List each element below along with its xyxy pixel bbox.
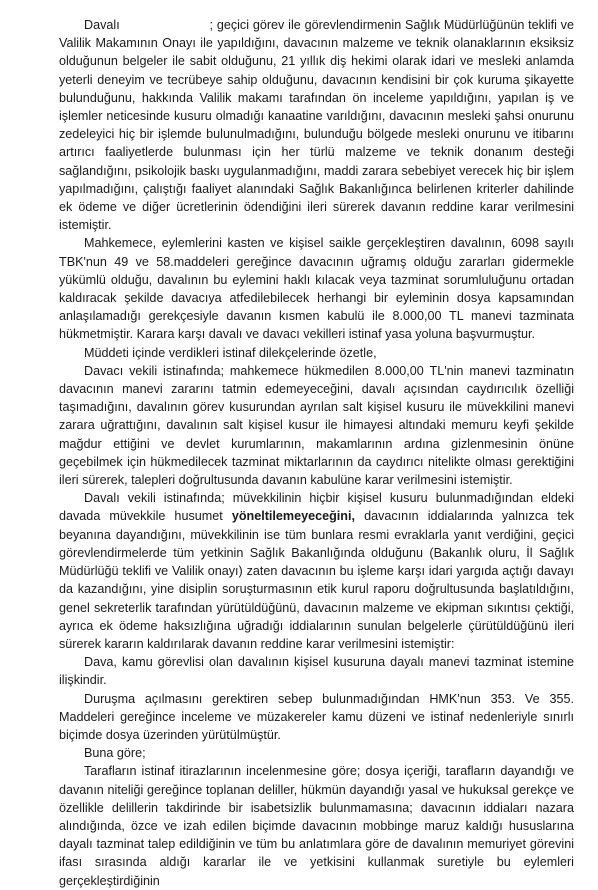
paragraph-text: Davacı vekili istinafında; mahkemece hükmedilen 8.000,00 TL'nin manevi tazminatın davacının manevi zararını tatmin edemeyeceğini, davalı açısından caydırıcılık özelliği taşımadığını, davalının görev kusurundan ayrılan salt kişisel kusuru ile müvekkilini manevi zarara uğrattığını, davalının salt kişisel kusur ile himayesi altındaki memuru keyfi şekilde mağdur ettiğini ve devlet kurumlarının, makamlarının ardına gizlenmesinin önüne geçebilmek için hükmedilecek tazminat miktarlarının da caydırıcı nitelikte olması gerektiğini ileri sürerek, talepleri doğrultusunda davanın kabulüne karar verilmesini istemiştir. bbox=[59, 363, 574, 488]
paragraph-p7 bbox=[59, 690, 574, 745]
paragraph-text: Duruşma açılmasını gerektiren sebep bulunmadığından HMK'nun 353. Ve 355. Maddeleri gereğince inceleme ve müzakereler kamu düzeni ve istinaf nedenleriyle sınırlı biçimde dosya üzerinden yürütülmüştür. bbox=[59, 691, 574, 742]
paragraph-p9 bbox=[59, 762, 574, 889]
redacted-name bbox=[124, 19, 210, 32]
paragraph-text: Davalı bbox=[84, 18, 124, 32]
paragraph-text: Mahkemece, eylemlerini kasten ve kişisel saikle gerçekleştiren davalının, 6098 sayılı TBK'nun 49 ve 58.maddeleri gereğince davacının uğramış olduğu zararları gidermekle yükümlü olduğu, davalının bu eylemini haklı kılacak veya tazminat sorumluluğunu ortadan kaldıracak şekilde davacıya atfedilebilecek herhangi bir eyleminin dosya kapsamından anlaşılamadığı gerekçesiyle davanın kısmen kabulü ile 8.000,00 TL manevi tazminata hükmetmiştir. Karara karşı davalı ve davacı vekilleri istinaf yasa yoluna başvurmuştur. bbox=[59, 236, 574, 342]
paragraph-p3 bbox=[59, 344, 574, 362]
paragraph-text: Davalı vekili istinafında; müvekkilinin hiçbir kişisel kusuru bulunmadığından eldeki davada müvekkile husumet bbox=[59, 491, 574, 524]
paragraph-p8 bbox=[59, 744, 574, 762]
paragraph-p2 bbox=[59, 234, 574, 343]
paragraph-p6 bbox=[59, 653, 574, 689]
paragraph-p5 bbox=[59, 489, 574, 653]
paragraph-text: Dava, kamu görevlisi olan davalının kişisel kusuruna dayalı manevi tazminat istemine ilişkindir. bbox=[59, 655, 574, 688]
paragraph-text: Müddeti içinde verdikleri istinaf dilekçelerinde özetle, bbox=[84, 345, 377, 360]
paragraph-p4 bbox=[59, 362, 574, 489]
paragraph-text: Buna göre; bbox=[84, 746, 146, 761]
paragraph-text: davacının iddialarında yalnızca tek beyanına dayandığını, müvekkilinin ise tüm bunlara resmi evraklarla yanıt verdiğini, geçici görevlendirmelerde tüm yetkinin Sağlık Bakanlığında olduğunu (Bakanlık oluru, İl Sağlık Müdürlüğü teklifi ve Valilik onayı) zaten davacının bu işleme karşı idari yargıda açtığı davayı da kazandığını, yine disiplin soruşturmasının etik kurul raporu doğrultusunda başlatıldığını, genel sekreterlik tarafından yürütüldüğünü, davacının malzeme ve ekipman sıkıntısı çektiği, ayrıca ek ödeme haksızlığına uğradığı iddialarının sunulan belgelerle çürütüldüğünü ileri sürerek kararın kaldırılarak davanın reddine karar verilmesini istemiştir: bbox=[59, 509, 574, 651]
paragraph-text: Tarafların istinaf itirazlarının incelenmesine göre; dosya içeriği, tarafların dayandığı ve davanın niteliği gereğince toplanan deliller, hükmün dayandığı yasal ve hukuksal gerekçe ve özellikle delillerin takdirinde bir isabetsizlik bulunmamasına; davacının iddiaları nazara alındığında, özce ve izah edilen biçimde davacının mobbinge maruz kaldığı hususlarına dayalı tazminat talep edildiğinin ve tüm bu anlatımlara göre de davalının memuriyet görevini ifası sırasında aldığı kararlar ile ve yetkisini kullanmak suretiyle bu eylemleri gerçekleştirdiğinin bbox=[59, 764, 574, 888]
paragraph-p1 bbox=[59, 16, 574, 234]
paragraph-text: ; geçici görev ile görevlendirmenin Sağlık Müdürlüğünün teklifi ve Valilik Makamının Onayı ile yapıldığını, davacının malzeme ve teknik olanaklarının eksiksiz olduğunun belgeler ile sabit olduğunu, 21 yıllık diş hekimi olarak idari ve mesleki anlamda yeterli deneyim ve tecrübeye sahip olduğunu, davacının kendisini bir çok kuruma şikayette bulunduğunu, hakkında Valilik makamı tarafından ön inceleme yapıldığını, yapılan iş ve işlemler neticesinde kusuru olmadığı kanaatine varıldığını, davacının mesleki şahsi onurunu zedeleyici hiç bir işlemde bulunulmadığını, bulunduğu bölgede mesleki onurunu ve itibarını artırıcı faaliyetlerde bulunması için her türlü malzeme ve teknik donanım desteği sağlandığını, psikolojik baskı uygulanmadığını, maddi zarara sebebiyet verecek hiç bir işlem yapılmadığını, çalıştığı faaliyet alanındaki Sağlık Bakanlığınca belirlenen kriterler dahilinde ek ödeme ve diğer ücretlerinin ödendiğini ileri sürerek davanın reddine karar verilmesini istemiştir. bbox=[59, 18, 574, 233]
emphasized-text: yöneltilemeyeceğini, bbox=[231, 509, 356, 524]
